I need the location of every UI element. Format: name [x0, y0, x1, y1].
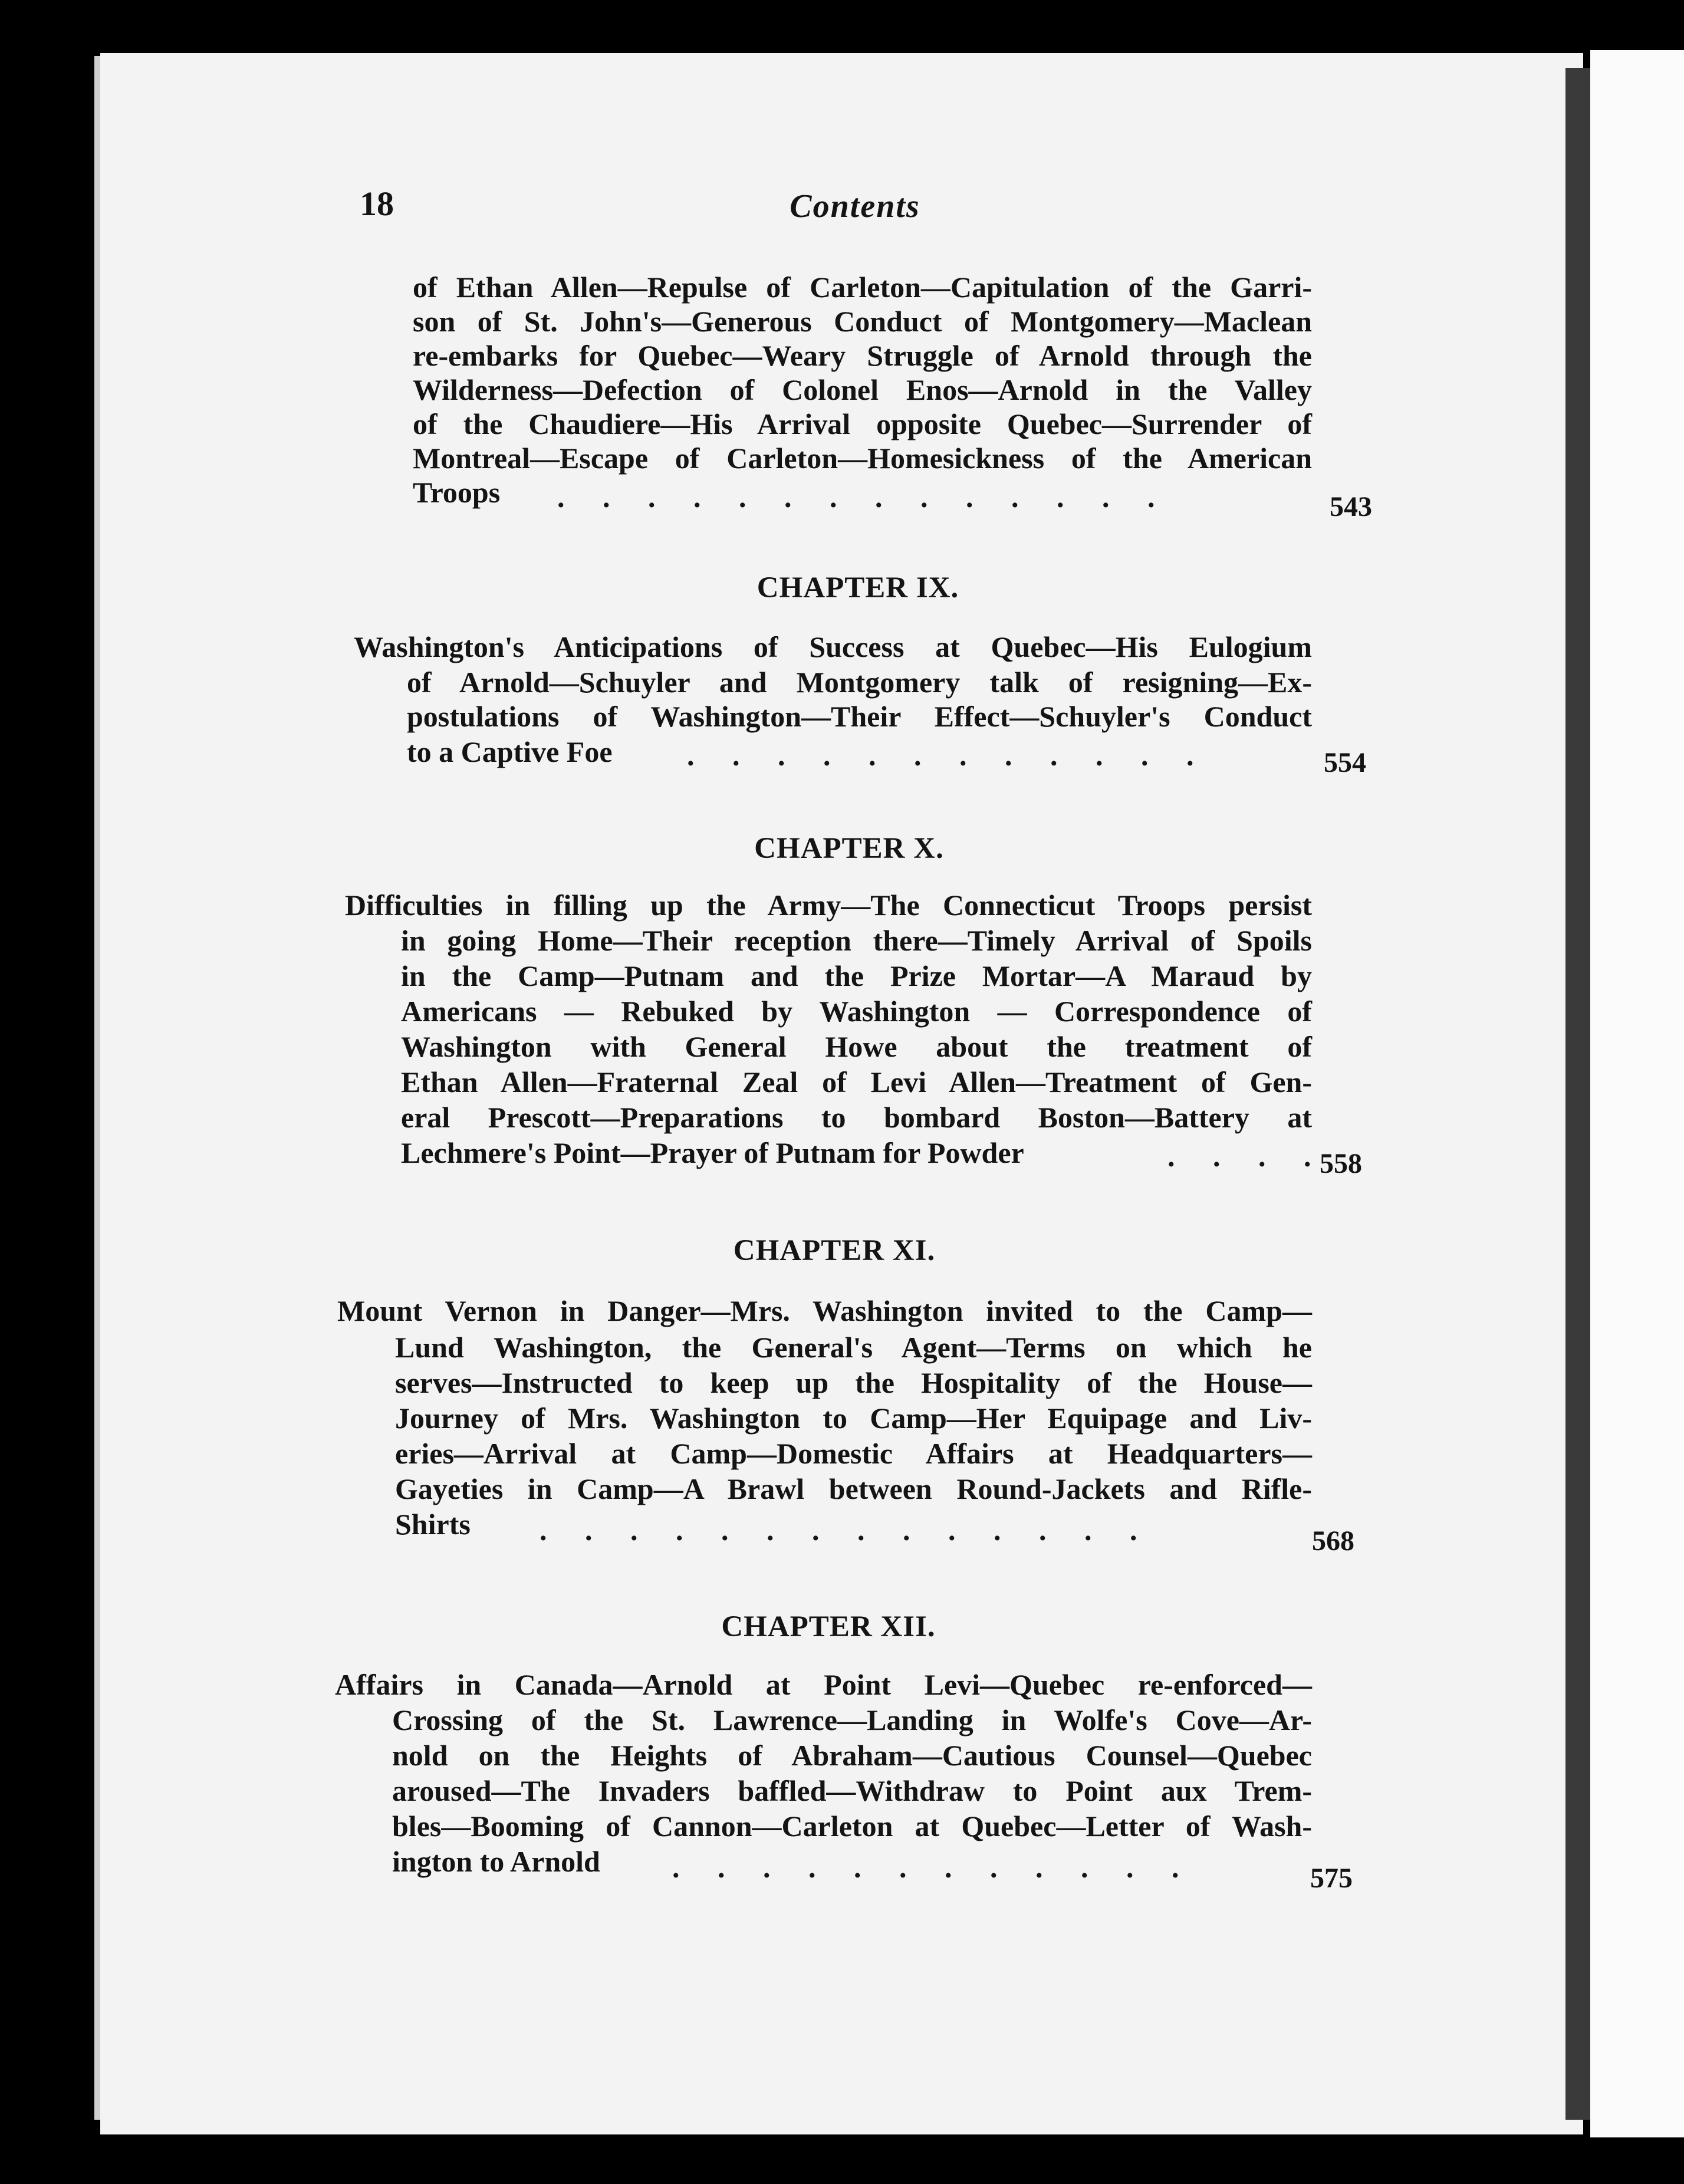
entry-line: to a Captive Foe — [407, 735, 613, 768]
entry-line: Shirts — [395, 1508, 471, 1541]
chapter-heading: CHAPTER IX. — [757, 571, 959, 604]
entry-line: Washington with General Howe about the treatment of — [401, 1030, 1312, 1063]
page-ref: 558 — [1320, 1148, 1362, 1179]
dot-leader: . . . . . . . . . . . . — [672, 1851, 1195, 1884]
entry-line: Gayeties in Camp—A Brawl between Round-Jackets and Rifle- — [395, 1472, 1312, 1505]
entry-line: in going Home—Their reception there—Timely Arrival of Spoils — [401, 924, 1312, 957]
page-ref: 543 — [1330, 491, 1372, 522]
page-ref: 575 — [1310, 1863, 1353, 1894]
entry-line: Lechmere's Point—Prayer of Putnam for Powder — [401, 1136, 1024, 1169]
dot-leader: . . . . — [1167, 1140, 1327, 1173]
entry-line: Troops — [413, 476, 501, 509]
entry-line: bles—Booming of Cannon—Carleton at Quebec—Letter of Wash- — [392, 1810, 1312, 1843]
entry-line: serves—Instructed to keep up the Hospitality of the House— — [395, 1366, 1312, 1399]
entry-line: Lund Washington, the General's Agent—Terms on which he — [395, 1331, 1312, 1364]
entry-line: Affairs in Canada—Arnold at Point Levi—Quebec re-enforced— — [335, 1668, 1312, 1701]
entry-line: of Ethan Allen—Repulse of Carleton—Capitulation of the Garri- — [413, 271, 1312, 304]
dot-leader: . . . . . . . . . . . . — [687, 739, 1209, 772]
entry-line: ington to Arnold — [392, 1845, 600, 1878]
entry-line: re-embarks for Quebec—Weary Struggle of Arnold through the — [413, 339, 1312, 372]
dot-leader: . . . . . . . . . . . . . . — [557, 481, 1170, 514]
entry-line: eries—Arrival at Camp—Domestic Affairs at Headquarters— — [395, 1437, 1312, 1470]
page-ref: 554 — [1324, 747, 1366, 778]
entry-line: Americans — Rebuked by Washington — Correspondence of — [401, 995, 1312, 1028]
entry-line: Crossing of the St. Lawrence—Landing in Wolfe's Cove—Ar- — [392, 1703, 1312, 1736]
entry-line: nold on the Heights of Abraham—Cautious Counsel—Quebec — [392, 1739, 1312, 1772]
chapter-heading: CHAPTER XII. — [721, 1610, 936, 1643]
entry-line: of the Chaudiere—His Arrival opposite Quebec—Surrender of — [413, 407, 1312, 440]
entry-line: Mount Vernon in Danger—Mrs. Washington invited to the Camp— — [337, 1294, 1312, 1327]
page-ref: 568 — [1312, 1525, 1354, 1557]
running-head: Contents — [790, 188, 920, 225]
entry-line: Difficulties in filling up the Army—The Connecticut Troops persist — [345, 889, 1312, 922]
entry-line: Washington's Anticipations of Success at Quebec—His Eulogium — [354, 630, 1312, 663]
entry-line: in the Camp—Putnam and the Prize Mortar—A Maraud by — [401, 959, 1312, 992]
entry-line: Journey of Mrs. Washington to Camp—Her Equipage and Liv- — [395, 1402, 1312, 1435]
entry-line: of Arnold—Schuyler and Montgomery talk of resigning—Ex- — [407, 666, 1312, 699]
page-number: 18 — [360, 185, 394, 223]
entry-line: Montreal—Escape of Carleton—Homesickness of the American — [413, 442, 1312, 475]
entry-line: postulations of Washington—Their Effect—Schuyler's Conduct — [407, 700, 1312, 733]
dot-leader: . . . . . . . . . . . . . . — [540, 1514, 1153, 1547]
entry-line: aroused—The Invaders baffled—Withdraw to Point aux Trem- — [392, 1774, 1312, 1807]
chapter-heading: CHAPTER XI. — [733, 1234, 936, 1267]
entry-line: son of St. John's—Generous Conduct of Montgomery—Maclean — [413, 305, 1312, 338]
entry-line: Ethan Allen—Fraternal Zeal of Levi Allen—Treatment of Gen- — [401, 1065, 1312, 1098]
entry-line: eral Prescott—Preparations to bombard Boston—Battery at — [401, 1101, 1312, 1134]
chapter-heading: CHAPTER X. — [754, 832, 944, 865]
entry-line: Wilderness—Defection of Colonel Enos—Arnold in the Valley — [413, 373, 1312, 406]
